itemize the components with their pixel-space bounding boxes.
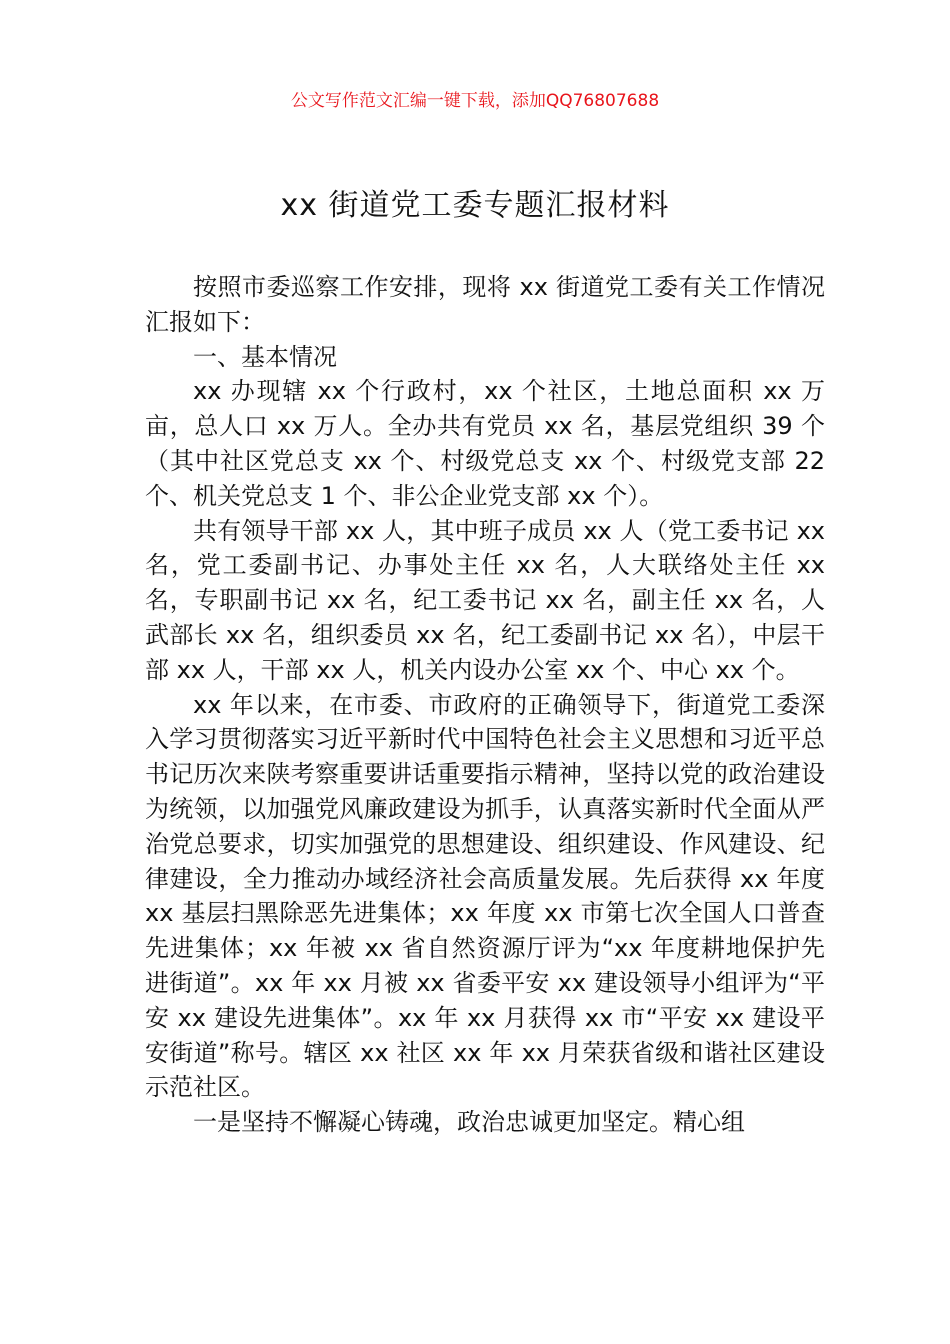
document-title: xx 街道党工委专题汇报材料 bbox=[280, 188, 670, 223]
section-heading-basic-info: 一、基本情况 bbox=[193, 342, 337, 371]
body-paragraph: 共有领导干部 xx 人，其中班子成员 xx 人（党工委书记 xx 名，党工委副书记、办事处主任 xx 名，人大联络处主任 xx 名，专职副书记 xx 名，纪工委书记 xx 名，副主任 xx 名，人武部长 xx 名，组织委员 xx 名，纪工委副书记 xx 名），中层干部 xx 人，干部 xx 人，机关内设办公室 xx 个、中心 xx 个。 bbox=[145, 516, 825, 684]
body-paragraph: 一是坚持不懈凝心铸魂，政治忠诚更加坚定。精心组 bbox=[193, 1108, 745, 1137]
document-body bbox=[145, 270, 825, 1140]
body-paragraph: xx 办现辖 xx 个行政村，xx 个社区，土地总面积 xx 万亩，总人口 xx 万人。全办共有党员 xx 名，基层党组织 39 个（其中社区党总支 xx 个、村级党总支 xx 个、村级党支部 22 个、机关党总支 1 个、非公企业党支部 xx 个）。 bbox=[145, 377, 825, 510]
body-paragraph: xx 年以来，在市委、市政府的正确领导下，街道党工委深入学习贯彻落实习近平新时代中国特色社会主义思想和习近平总书记历次来陕考察重要讲话重要指示精神，坚持以党的政治建设为统领，以加强党风廉政建设为抓手，认真落实新时代全面从严治党总要求，切实加强党的思想建设、组织建设、作风建设、纪律建设，全力推动办域经济社会高质量发展。先后获得 xx 年度 xx 基层扫黑除恶先进集体；xx 年度 xx 市第七次全国人口普查先进集体；xx 年被 xx 省自然资源厅评为“xx 年度耕地保护先进街道”。xx 年 xx 月被 xx 省委平安 xx 建设领导小组评为“平安 xx 建设先进集体”。xx 年 xx 月获得 xx 市“平安 xx 建设平安街道”称号。辖区 xx 社区 xx 年 xx 月荣获省级和谐社区建设示范社区。 bbox=[145, 690, 825, 1102]
download-banner: 公文写作范文汇编一键下载，添加QQ76807688 bbox=[290, 91, 660, 111]
intro-paragraph: 按照市委巡察工作安排，现将 xx 街道党工委有关工作情况汇报如下： bbox=[145, 273, 825, 336]
